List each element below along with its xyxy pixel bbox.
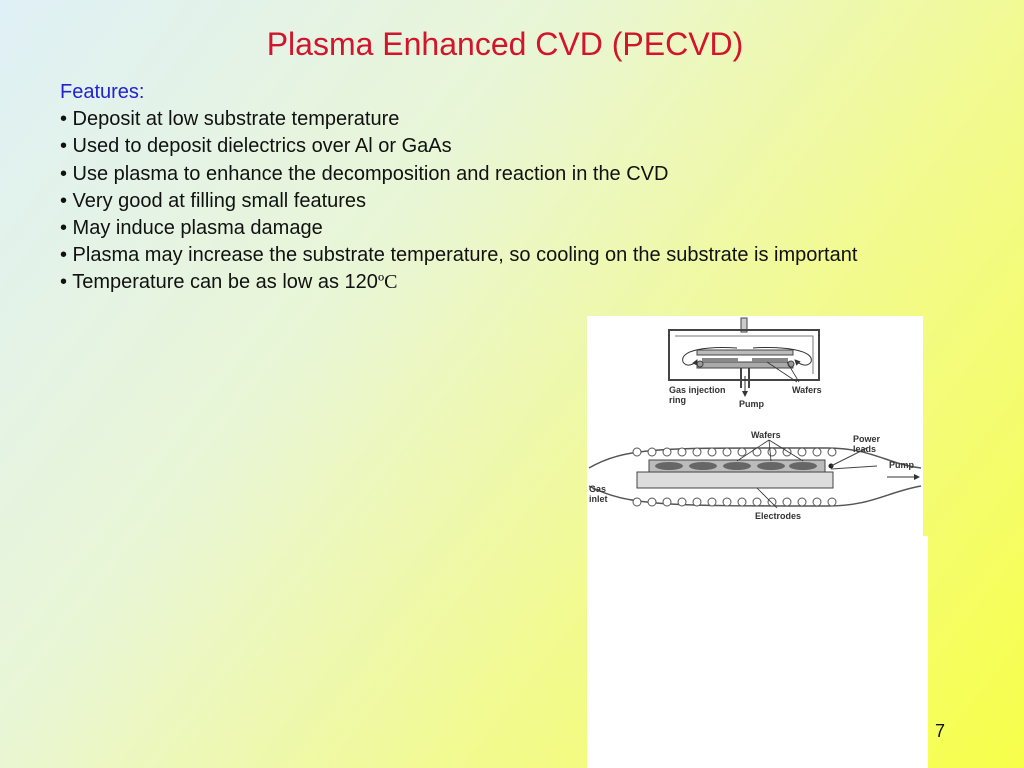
bullet-item: • May induce plasma damage: [60, 217, 323, 240]
label-wafers-bottom: Wafers: [751, 430, 781, 440]
wafer-right: [752, 358, 788, 362]
gas-ring-left: [697, 361, 703, 367]
label-wafers-top: Wafers: [792, 385, 822, 395]
top-electrode: [697, 350, 793, 355]
label-electrodes: Electrodes: [755, 511, 802, 521]
temperature-text: • Temperature can be as low as 120: [60, 271, 378, 294]
pecvd-reactor-figure: [587, 316, 923, 538]
power-lead-2: [831, 466, 877, 469]
bullet-item: • Plasma may increase the substrate temperature, so cooling on the substrate is important: [60, 244, 858, 267]
gas-ring-right: [788, 361, 794, 367]
slide-body: [60, 79, 890, 297]
electrode-lower: [637, 472, 833, 488]
tube-reactor: [589, 430, 921, 521]
slide-title: Plasma Enhanced CVD (PECVD): [266, 26, 744, 62]
blank-image-area: [587, 536, 928, 768]
bullet-item: • Use plasma to enhance the decomposition and reaction in the CVD: [60, 162, 669, 185]
bullet-item-temperature: [60, 269, 890, 296]
temperature-unit: ºC: [377, 271, 398, 294]
label-power: Power: [853, 434, 881, 444]
radial-flow-reactor: [669, 318, 822, 409]
label-ring: ring: [669, 395, 686, 405]
features-heading: Features:: [60, 81, 145, 103]
wafer-left: [702, 358, 738, 362]
bullet-item: • Deposit at low substrate temperature: [60, 108, 400, 131]
label-pump-top: Pump: [739, 399, 765, 409]
bottom-electrode: [697, 362, 793, 368]
reactor-diagram: [587, 316, 923, 538]
bullet-item: • Very good at filling small features: [60, 189, 367, 212]
bullet-item: • Used to deposit dielectrics over Al or GaAs: [60, 135, 452, 158]
rf-coil-bottom: [633, 498, 836, 506]
label-inlet: inlet: [589, 494, 608, 504]
label-pump-bottom: Pump: [889, 460, 915, 470]
label-leads: leads: [853, 444, 877, 454]
label-gas-injection: Gas injection: [669, 385, 726, 395]
slide-number: 7: [935, 721, 946, 741]
label-gas: Gas: [589, 484, 607, 494]
